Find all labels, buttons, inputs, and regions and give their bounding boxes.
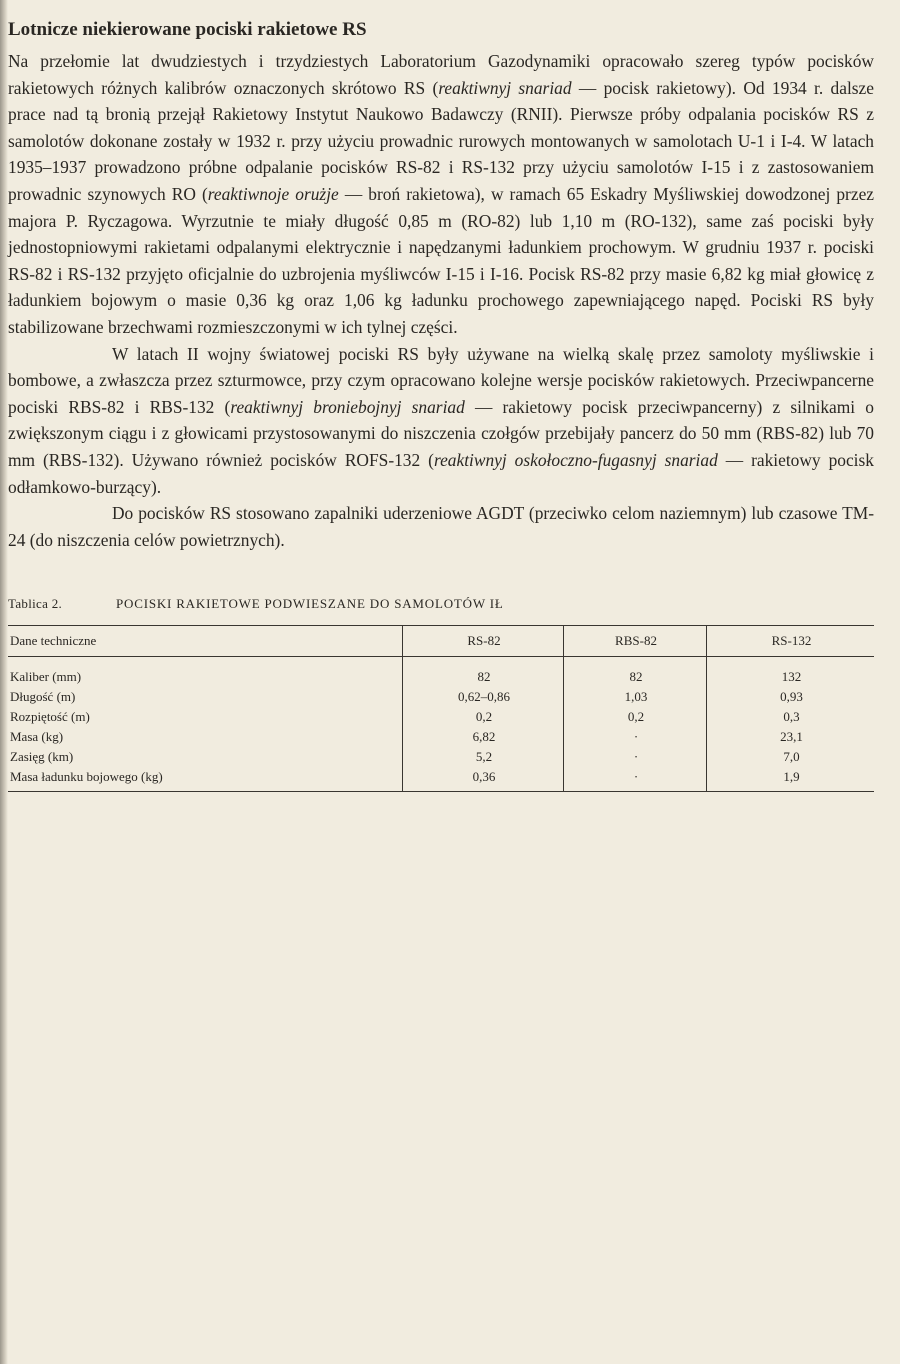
paragraph-1 xyxy=(8,48,874,341)
specs-table xyxy=(8,625,874,792)
table-header-row xyxy=(8,626,874,657)
table-cell: · xyxy=(564,767,707,792)
table-cell: 0,36 xyxy=(403,767,564,792)
table-cell: 6,82 xyxy=(403,727,564,747)
table-cell: 1,9 xyxy=(707,767,875,792)
table-row xyxy=(8,707,874,727)
table-row xyxy=(8,687,874,707)
paragraph-2-text-c: — rakietowy pocisk odłamkowo-burzący). xyxy=(8,449,874,497)
table-cell: 5,2 xyxy=(403,747,564,767)
table-cell: 0,62–0,86 xyxy=(403,687,564,707)
table-cell: · xyxy=(564,727,707,747)
page-content xyxy=(8,18,874,792)
table-row xyxy=(8,767,874,792)
paragraph-3: Do pocisków RS stosowano zapalniki uderzeniowe AGDT (przeciwko celom naziemnym) lub czasowe TM-24 (do niszczenia celów powietrznych). xyxy=(8,503,874,550)
table-cell: Rozpiętość (m) xyxy=(10,709,90,725)
paragraph-1-text-b: — pocisk rakietowy). Od 1934 r. dalsze prace nad tą bronią przejął Rakietowy Instytut Naukowo Badawczy (RNII). Pierwsze próby odpalania pocisków RS z samolotów dokonane zostały w 1932 r. przy użyciu prowadnic rurowych montowanych w samolotach U-1 i I-4. W latach 1935–1937 prowadzono próbne odpalanie pocisków RS-82 i RS-132 przy użyciu samolotów I-15 i z zastosowaniem prowadnic szynowych RO ( xyxy=(8,77,874,204)
table-row xyxy=(8,727,874,747)
page-binding-edge xyxy=(0,0,8,1364)
table-cell: Zasięg (km) xyxy=(10,749,74,765)
table-cell: Długość (m) xyxy=(10,689,76,705)
header-cell: RS-132 xyxy=(707,626,875,657)
table-row xyxy=(8,657,874,688)
table-cell: 0,3 xyxy=(707,707,875,727)
table-cell: 0,2 xyxy=(564,707,707,727)
paragraph-2-term-2: reaktiwnyj oskołoczno-fugasnyj snariad xyxy=(433,449,718,470)
header-cell: Dane techniczne xyxy=(8,626,403,657)
paragraph-2-text-b: — rakietowy pocisk przeciwpancerny) z silnikami o zwiększonym ciągu i z głowicami przystosowanymi do niszczenia czołgów przebijały pancerz do 50 mm (RBS-82) lub 70 mm (RBS-132). Używano również pocisków ROFS-132 ( xyxy=(8,396,874,470)
table-cell: 7,0 xyxy=(707,747,875,767)
table-cell: 82 xyxy=(564,657,707,688)
table-cell: Masa (kg) xyxy=(10,729,64,745)
header-cell: RBS-82 xyxy=(564,626,707,657)
table-cell: Masa ładunku bojowego (kg) xyxy=(8,767,403,792)
paragraph-1-text-a: Na przełomie lat dwudziestych i trzydziestych Laboratorium Gazodynamiki opracowało szereg typów pocisków rakietowych różnych kalibrów oznaczonych skrótowo RS ( xyxy=(8,51,874,98)
header-cell: RS-82 xyxy=(403,626,564,657)
table-cell: 0,93 xyxy=(707,687,875,707)
table-cell: 132 xyxy=(707,657,875,688)
paragraph-2-text-a: W latach II wojny światowej pociski RS były używane na wielką skalę przez samoloty myśliwskie i bombowe, a zwłaszcza przez szturmowce, przy czym opracowano kolejne wersje pocisków rakietowych. Przeciwpancerne pociski RBS-82 i RBS-132 ( xyxy=(8,343,874,417)
table-title: POCISKI RAKIETOWE PODWIESZANE DO SAMOLOTÓW IŁ xyxy=(116,596,504,612)
table-caption xyxy=(8,595,874,613)
table-row xyxy=(8,747,874,767)
paragraph-2-term-1: reaktiwnyj broniebojnyj snariad xyxy=(230,396,465,417)
paragraph-2 xyxy=(8,341,874,501)
paragraph-1-term-1: reaktiwnyj snariad xyxy=(438,77,572,98)
table-cell: 23,1 xyxy=(707,727,875,747)
paragraph-1-term-2: reaktiwnoje orużje xyxy=(207,183,339,204)
table-label: Tablica 2. xyxy=(8,596,63,612)
table-cell: 0,2 xyxy=(403,707,564,727)
section-heading: Lotnicze niekierowane pociski rakietowe RS xyxy=(8,19,367,40)
table-cell: · xyxy=(564,747,707,767)
table-cell: 82 xyxy=(403,657,564,688)
table-cell: 1,03 xyxy=(564,687,707,707)
table-cell: Kaliber (mm) xyxy=(10,669,82,685)
paragraph-1-text-c: — broń rakietowa), w ramach 65 Eskadry Myśliwskiej dowodzonej przez majora P. Ryczagowa. Wyrzutnie te miały długość 0,85 m (RO-82) lub 1,10 m (RO-132), same zaś pociski były jednostopniowymi rakietami odpalanymi elektrycznie i napędzanymi ładunkiem prochowym. W grudniu 1937 r. pociski RS-82 i RS-132 przyjęto oficjalnie do uzbrojenia myśliwców I-15 i I-16. Pocisk RS-82 przy masie 6,82 kg miał głowicę z ładunkiem bojowym o masie 0,36 kg oraz 1,06 kg ładunku prochowego zapewniającego napęd. Pociski RS były stabilizowane brzechwami rozmieszczonymi w ich tylnej części. xyxy=(8,183,875,337)
